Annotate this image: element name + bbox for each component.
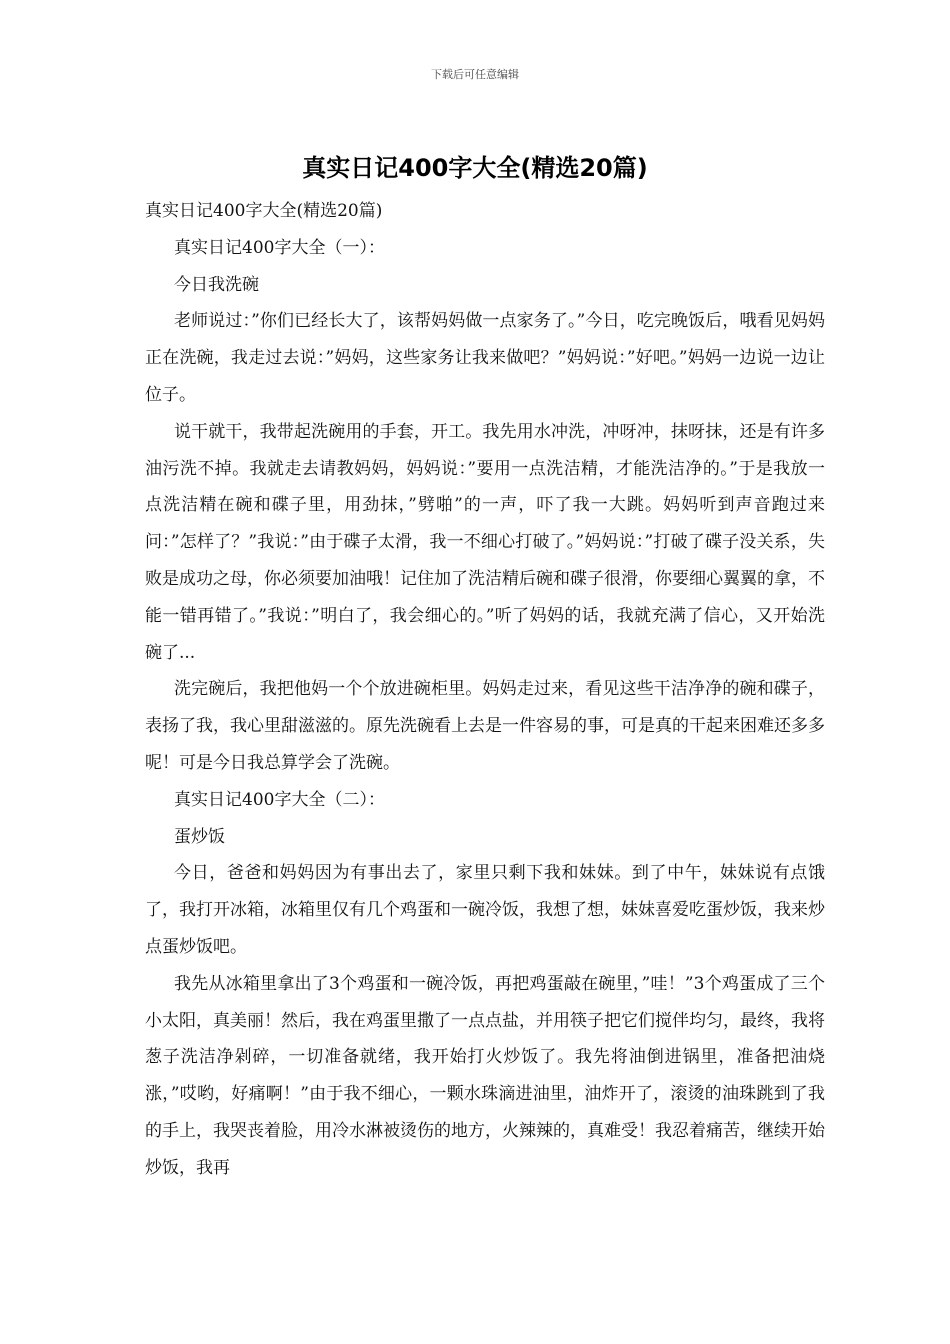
paragraph: 真实日记400字大全（二）： bbox=[174, 789, 385, 810]
paragraph: 蛋炒饭 bbox=[174, 826, 225, 847]
document-title: 真实日记400字大全(精选20篇) bbox=[302, 154, 648, 182]
paragraph: 今日我洗碗 bbox=[174, 274, 259, 295]
paragraph: 今日，爸爸和妈妈因为有事出去了，家里只剩下我和妹妹。到了中午，妹妹说有点饿了，我打开冰箱，冰箱里仅有几个鸡蛋和一碗冷饭，我想了想，妹妹喜爱吃蛋炒饭，我来炒点蛋炒饭吧。 bbox=[145, 863, 825, 957]
paragraph: 真实日记400字大全（一）： bbox=[174, 237, 385, 258]
paragraph: 我先从冰箱里拿出了3个鸡蛋和一碗冷饭，再把鸡蛋敲在碗里，”哇！”3个鸡蛋成了三个小太阳，真美丽！然后，我在鸡蛋里撒了一点点盐，并用筷子把它们搅伴均匀，最终，我将葱子洗洁净剁碎，一切准备就绪，我开始打火炒饭了。我先将油倒进锅里，准备把油烧涨，”哎哟，好痛啊！”由于我不细心，一颗水珠滴进油里，油炸开了，滚烫的油珠跳到了我的手上，我哭丧着脸，用冷水淋被烫伤的地方，火辣辣的，真难受！我忍着痛苦，继续开始炒饭，我再 bbox=[145, 973, 825, 1178]
document-body bbox=[145, 193, 825, 1187]
paragraph: 老师说过：”你们已经长大了，该帮妈妈做一点家务了。”今日，吃完晚饭后，哦看见妈妈正在洗碗，我走过去说：”妈妈，这些家务让我来做吧？”妈妈说：”好吧。”妈妈一边说一边让位子。 bbox=[145, 311, 825, 405]
header-note: 下载后可任意编辑 bbox=[431, 68, 519, 81]
paragraph: 说干就干，我带起洗碗用的手套，开工。我先用水冲洗，冲呀冲，抹呀抹，还是有许多油污洗不掉。我就走去请教妈妈，妈妈说：”要用一点洗洁精，才能洗洁净的。”于是我放一点洗洁精在碗和碟子里，用劲抹，”劈啪”的一声，吓了我一大跳。妈妈听到声音跑过来问：”怎样了？”我说：”由于碟子太滑，我一不细心打破了。”妈妈说：”打破了碟子没关系，失败是成功之母，你必须要加油哦！记住加了洗洁精后碗和碟子很滑，你要细心翼翼的拿，不能一错再错了。”我说：”明白了，我会细心的。”听了妈妈的话，我就充满了信心，又开始洗碗了... bbox=[145, 421, 825, 663]
paragraph: 洗完碗后，我把他妈一个个放进碗柜里。妈妈走过来，看见这些干洁净净的碗和碟子，表扬了我，我心里甜滋滋的。原先洗碗看上去是一件容易的事，可是真的干起来困难还多多呢！可是今日我总算学会了洗碗。 bbox=[145, 679, 825, 773]
paragraph: 真实日记400字大全(精选20篇) bbox=[145, 201, 383, 221]
